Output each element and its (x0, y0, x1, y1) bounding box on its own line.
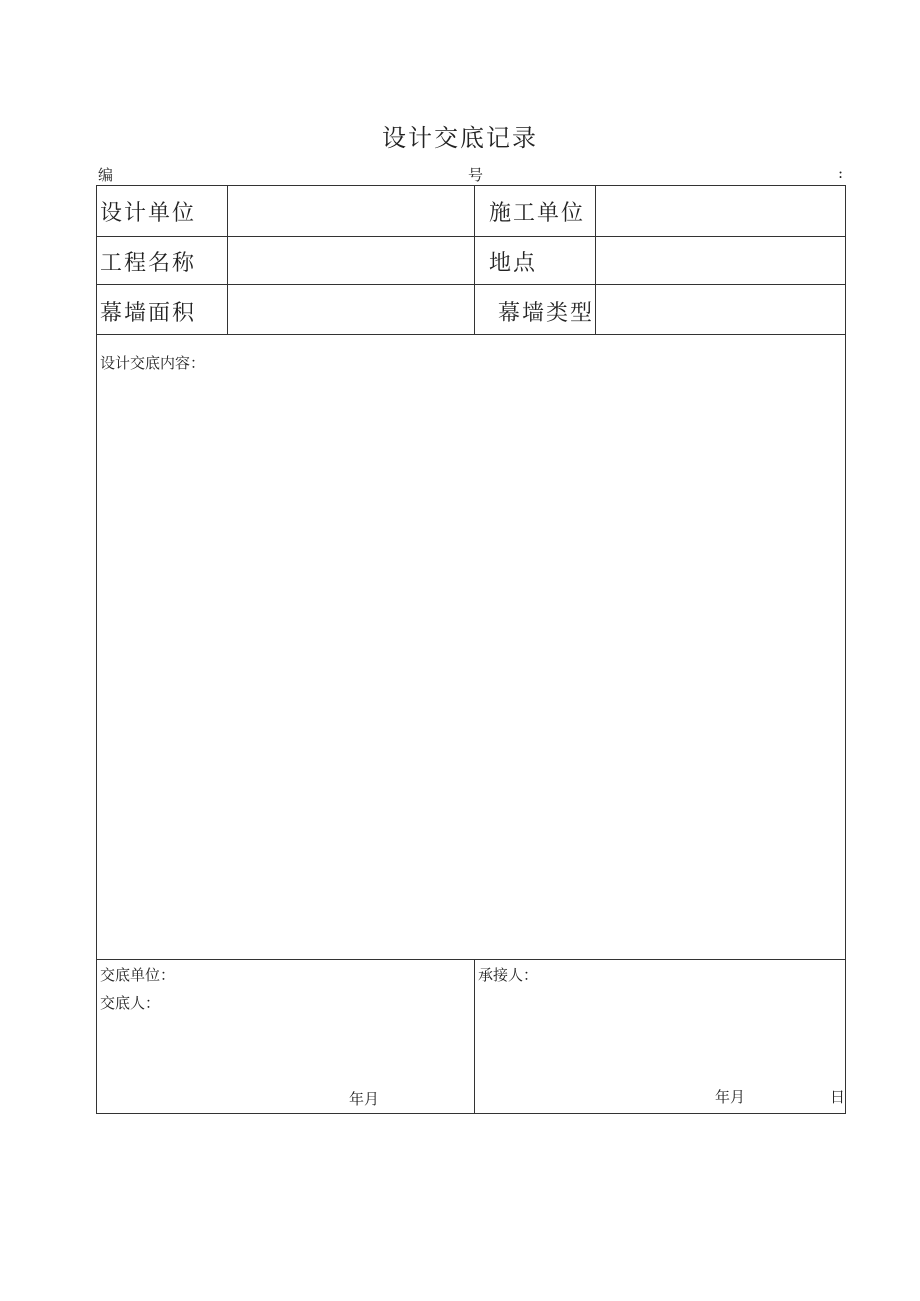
label-location: 地点 (489, 251, 538, 276)
serial-label-part1: 编 (98, 166, 114, 184)
serial-label-part3: : (838, 164, 844, 182)
row-divider-1 (97, 236, 845, 237)
footer-col-divider (474, 959, 475, 1113)
left-date-label: 年月 (349, 1090, 380, 1108)
label-disclosure-content: 设计交底内容： (100, 354, 206, 372)
label-disclosure-person: 交底人： (100, 994, 161, 1012)
label-design-unit: 设计单位 (100, 201, 197, 226)
label-curtain-wall-area: 幕墙面积 (100, 301, 197, 326)
label-receiver: 承接人： (478, 966, 539, 984)
row-divider-2 (97, 284, 845, 285)
right-date-label: 年月 (715, 1088, 746, 1106)
document-title: 设计交底记录 (382, 124, 538, 152)
col-divider-1 (227, 186, 228, 334)
footer-divider (97, 959, 845, 960)
label-curtain-wall-type: 幕墙类型 (498, 301, 595, 326)
serial-label-part2: 号 (468, 166, 484, 184)
right-day-label: 日 (830, 1088, 846, 1106)
label-project-name: 工程名称 (100, 251, 197, 276)
label-disclosure-unit: 交底单位： (100, 966, 176, 984)
record-table (96, 185, 846, 1114)
col-divider-2 (474, 186, 475, 334)
col-divider-3 (595, 186, 596, 334)
row-divider-3 (97, 334, 845, 335)
label-construction-unit: 施工单位 (489, 201, 586, 226)
